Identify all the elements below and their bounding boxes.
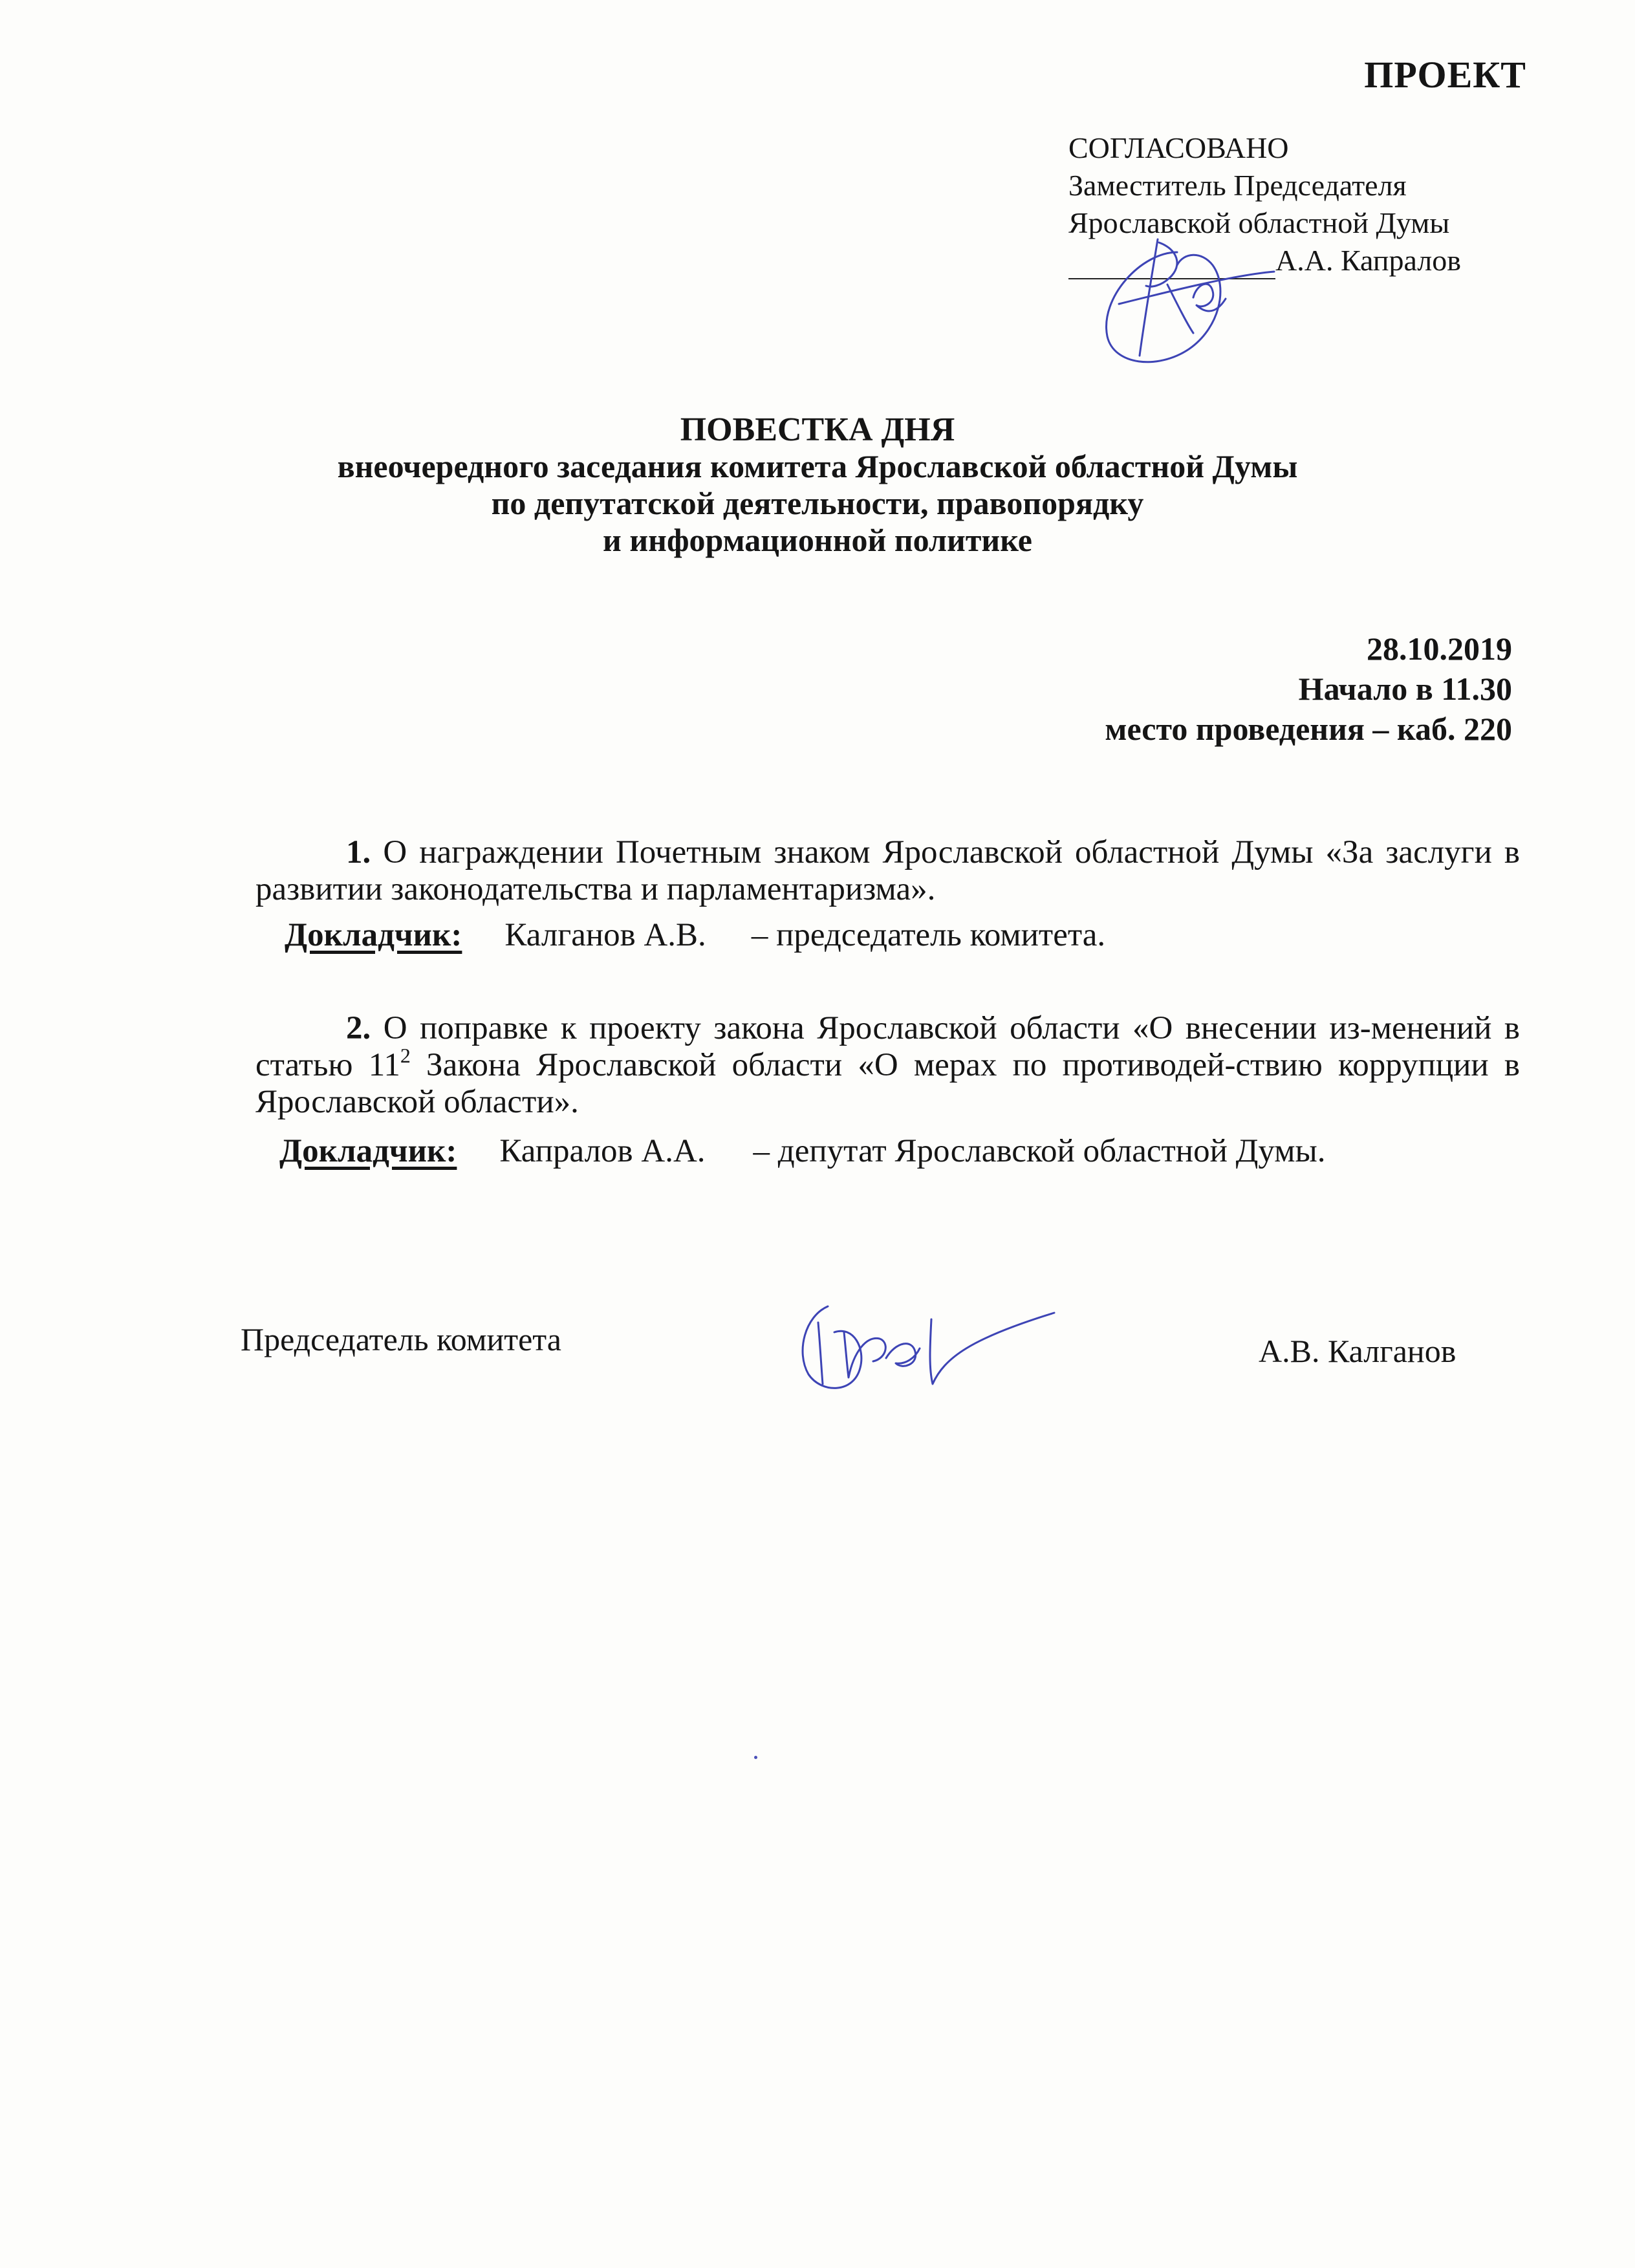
agenda-item-2-speaker <box>279 1133 1326 1170</box>
agenda-item-2 <box>255 1010 1520 1121</box>
agenda-item-number: 2. <box>346 1010 371 1046</box>
draft-status-label: ПРОЕКТ <box>1364 54 1526 96</box>
agenda-subtitle-line2: по депутатской деятельности, правопорядку <box>491 485 1144 521</box>
speaker-name: Калганов А.В. <box>504 917 706 953</box>
agenda-item-text: О награждении Почетным знаком Ярославской областной Думы «За заслуги в развитии законодательства и парламентаризма». <box>255 834 1520 907</box>
agenda-subtitle-line3: и информационной политике <box>603 522 1032 558</box>
speaker-role: – депутат Ярославской областной Думы. <box>753 1133 1326 1169</box>
agenda-subtitle-line1: внеочередного заседания комитета Ярославской областной Думы <box>337 448 1298 484</box>
approval-signatory-name: А.А. Капралов <box>1275 244 1461 277</box>
agenda-heading: ПОВЕСТКА ДНЯ <box>680 411 955 448</box>
agenda-item-1-speaker <box>285 917 1105 954</box>
agenda-item-text-part2: Закона Ярославской области «О мерах по противодей-ствию коррупции в Ярославской области». <box>255 1047 1520 1120</box>
agenda-title-block <box>0 411 1635 559</box>
agenda-item-superscript: 2 <box>400 1044 411 1067</box>
agenda-item-text-part1: О поправке к проекту закона Ярославской области «О внесении из-менений в статью 11 <box>255 1010 1521 1083</box>
approval-signature <box>1080 226 1287 382</box>
chair-title: Председатель комитета <box>241 1321 561 1357</box>
speaker-name: Капралов А.А. <box>499 1133 706 1169</box>
ink-speck <box>754 1756 757 1759</box>
approval-label: СОГЛАСОВАНО <box>1068 131 1289 164</box>
agenda-item-number: 1. <box>346 834 371 870</box>
agenda-item-1 <box>255 834 1520 908</box>
meeting-details <box>1105 629 1512 749</box>
speaker-label: Докладчик: <box>279 1133 457 1169</box>
approval-position-line1: Заместитель Председателя <box>1068 169 1407 202</box>
chair-signature <box>783 1287 1067 1403</box>
meeting-date: 28.10.2019 <box>1367 631 1512 667</box>
meeting-start-time: Начало в 11.30 <box>1298 671 1512 707</box>
approval-position-line2: Ярославской областной Думы <box>1068 206 1450 239</box>
chair-name: А.В. Калганов <box>1259 1333 1456 1369</box>
meeting-place: место проведения – каб. 220 <box>1105 711 1512 747</box>
speaker-role: – председатель комитета. <box>751 917 1106 953</box>
speaker-label: Докладчик: <box>285 917 462 953</box>
